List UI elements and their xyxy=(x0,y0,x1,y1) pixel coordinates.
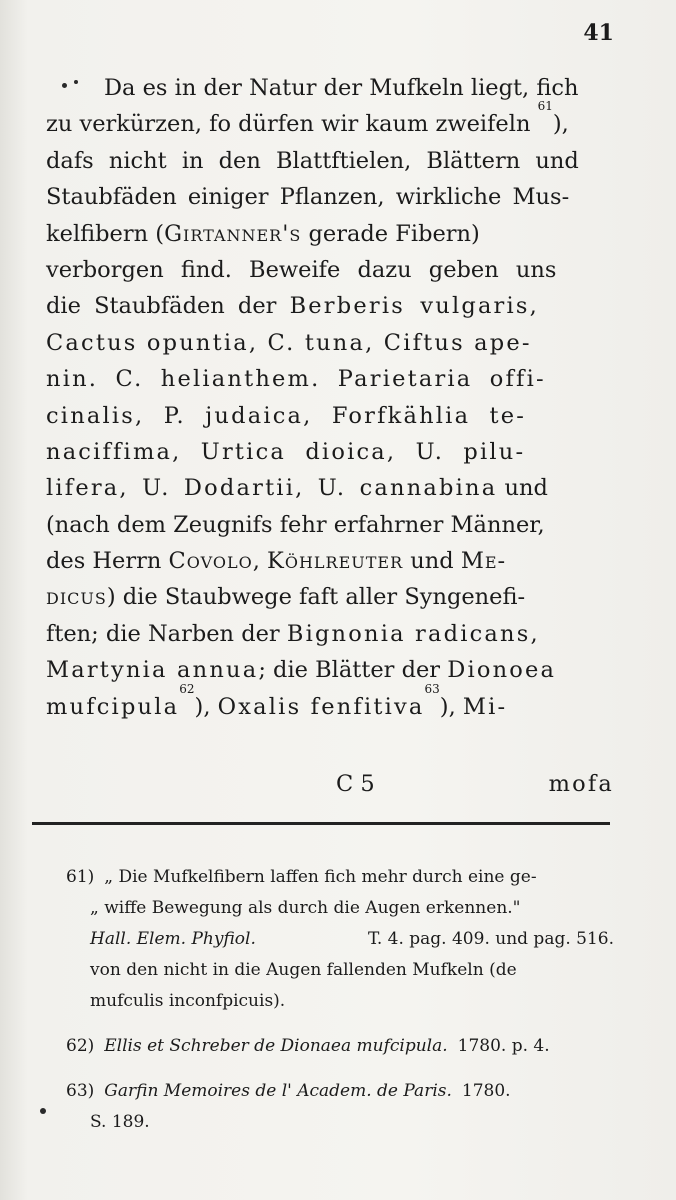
species-name: mufcipula xyxy=(46,693,180,720)
footnote-line xyxy=(66,862,614,893)
footnote-line xyxy=(66,955,614,986)
text-line xyxy=(46,99,620,142)
line-text: ften; die Narben der xyxy=(46,620,287,647)
footnote-62 xyxy=(66,1031,614,1062)
footnote-line xyxy=(66,1076,614,1107)
page-number: 41 xyxy=(583,20,614,46)
text-line xyxy=(46,652,620,688)
text-line xyxy=(46,681,620,725)
footnote-citation: Ellis et Schreber de Dionaea mufcipula. xyxy=(104,1036,448,1056)
line-text: Staubfäden einiger Pflanzen, wirkliche Mus- xyxy=(46,184,570,211)
main-text xyxy=(46,70,620,725)
text-line xyxy=(46,143,620,179)
species-name: Oxalis fenfitiva xyxy=(217,693,425,720)
species-name: Mi- xyxy=(462,693,508,720)
line-text: und xyxy=(497,475,548,502)
footnote-marker: 61) xyxy=(66,867,95,887)
text-line xyxy=(46,288,620,324)
line-text: zu verkürzen, fo dürfen wir kaum zweifeln xyxy=(46,111,531,138)
author-name: dicus xyxy=(46,584,107,611)
line-text: , xyxy=(252,548,268,575)
line-text: gerade Fibern) xyxy=(301,220,480,247)
author-name: Covolo xyxy=(168,548,253,575)
footnote-ref[interactable]: 61 xyxy=(537,99,553,114)
species-name: naciffima, Urtica dioica, U. pilu- xyxy=(46,438,526,465)
species-name: Martynia annua xyxy=(46,657,259,684)
line-text: ) die Staubwege faft aller Syngenefi- xyxy=(106,584,526,611)
text-line xyxy=(46,179,620,215)
author-name: Me- xyxy=(460,548,507,575)
footnote-63 xyxy=(66,1076,614,1138)
text-line xyxy=(46,616,620,652)
signature-mark: C 5 xyxy=(336,771,375,797)
footnote-text: mufculis inconfpicuis). xyxy=(90,991,286,1011)
footnotes xyxy=(66,862,614,1152)
footnote-text: von den nicht in die Augen fallenden Mufkeln (de xyxy=(90,960,517,980)
species-name: Berberis vulgaris, xyxy=(289,293,540,320)
line-text: ; die Blätter der xyxy=(258,657,448,684)
species-name: nin. C. helianthem. Parietaria offi- xyxy=(46,366,546,393)
footnote-ref[interactable]: 63 xyxy=(424,681,440,696)
footnote-marker: 63) xyxy=(66,1081,95,1101)
footnote-rule xyxy=(32,822,610,825)
line-text: Da es in der Natur der Mufkeln liegt, fich xyxy=(104,75,579,101)
line-text: des Herrn xyxy=(46,548,169,575)
author-name: Köhlreuter xyxy=(267,548,404,575)
footnote-line xyxy=(66,924,614,955)
footnote-citation: Garfin Memoires de l' Academ. de Paris. xyxy=(104,1081,452,1101)
footnote-line xyxy=(66,986,614,1017)
line-text: die Staubfäden der xyxy=(46,293,290,320)
ink-speck xyxy=(40,1108,46,1114)
line-text: verborgen find. Beweife dazu geben uns xyxy=(46,256,557,283)
species-name: lifera, U. Dodartii, U. cannabina xyxy=(46,475,498,502)
footnote-marker: 62) xyxy=(66,1036,95,1056)
text-line xyxy=(46,216,620,252)
footnote-line xyxy=(66,1107,614,1138)
line-text: und xyxy=(403,548,461,575)
footnote-text: T. 4. pag. 409. und pag. 516. xyxy=(368,929,614,949)
text-line xyxy=(46,434,620,470)
text-line xyxy=(46,507,620,543)
line-text: kelfibern ( xyxy=(46,220,165,247)
text-line xyxy=(46,252,620,288)
footnote-text: 1780. xyxy=(461,1081,511,1101)
line-text: (nach dem Zeugnifs fehr erfahrner Männer, xyxy=(46,511,545,538)
text-line xyxy=(46,579,620,615)
footnote-text: S. 189. xyxy=(90,1112,150,1132)
species-name: Bignonia radicans, xyxy=(286,620,540,647)
footnote-text: 1780. p. 4. xyxy=(457,1036,550,1056)
footnote-line xyxy=(66,1031,614,1062)
footnote-line xyxy=(66,893,614,924)
footnote-citation: Hall. Elem. Phyfiol. xyxy=(90,929,256,949)
line-text: dafs nicht in den Blattftielen, Blättern und xyxy=(46,147,579,174)
line-text: ), xyxy=(439,693,463,720)
text-line xyxy=(46,543,620,579)
footnote-text: „ wiffe Bewegung als durch die Augen erkennen." xyxy=(90,898,521,918)
page-footer-line xyxy=(46,766,620,802)
footnote-ref[interactable]: 62 xyxy=(179,681,195,696)
catchword: mofa xyxy=(548,771,614,797)
line-text: ), xyxy=(194,693,218,720)
text-line xyxy=(46,325,620,361)
species-name: Cactus opuntia, C. tuna, Ciftus ape- xyxy=(46,329,532,356)
text-line xyxy=(46,398,620,434)
footnote-61 xyxy=(66,862,614,1017)
text-line xyxy=(46,70,620,106)
footnote-text: „ Die Mufkelfibern laffen fich mehr durch eine ge- xyxy=(104,867,537,887)
text-line xyxy=(46,361,620,397)
species-name: Dionoea xyxy=(447,657,557,684)
species-name: cinalis, P. judaica, Forfkählia te- xyxy=(46,402,527,429)
line-text: ), xyxy=(552,111,569,138)
author-name: Girtanner's xyxy=(164,220,302,247)
text-line xyxy=(46,470,620,506)
